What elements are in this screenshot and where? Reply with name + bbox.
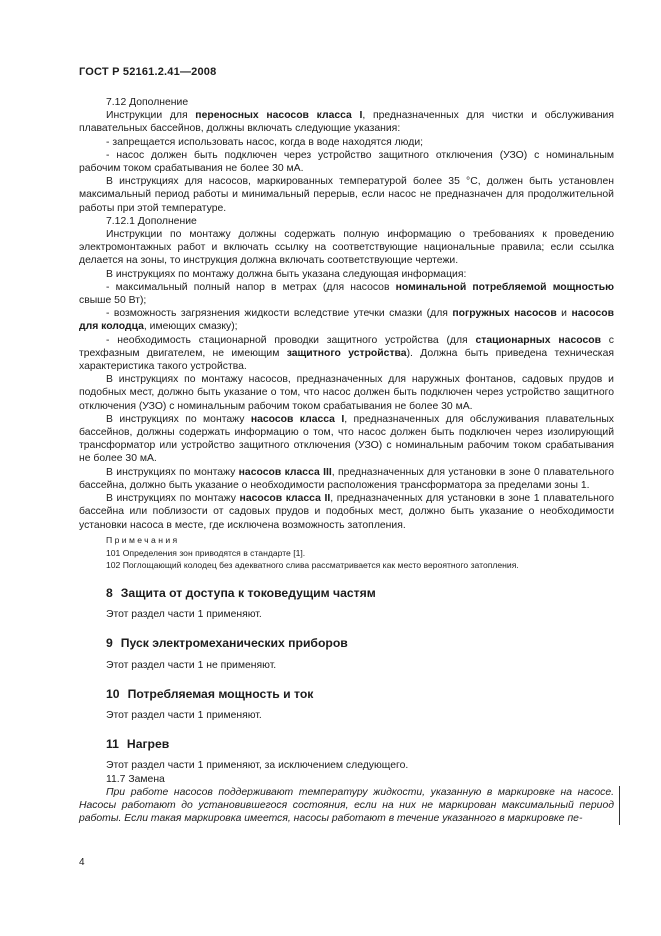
list-item: - насос должен быть подключен через устройство защитного отключения (УЗО) с номинальным рабочим током срабатывания не более 30 мА.: [79, 149, 614, 175]
section-heading: 11 Нагрев: [106, 737, 170, 752]
paragraph: В инструкциях для насосов, маркированных температурой более 35 °С, должен быть установлен максимальный период работы и минимальный перерыв, если насос не предназначен для продолжительной работы при этой температуре.: [79, 176, 614, 214]
section-text: Этот раздел части 1 применяют, за исключением следующего.: [106, 760, 409, 772]
page-number: 4: [79, 857, 85, 868]
list-item: - возможность загрязнения жидкости вследствие утечки смазки (для погружных насосов и насосов для колодца, имеющих смазку);: [79, 308, 614, 333]
list-item: - запрещается использовать насос, когда в воде находятся люди;: [106, 136, 424, 148]
clause-11-7-heading: 11.7 Замена: [106, 773, 165, 785]
paragraph: В инструкциях по монтажу насосов класса I, предназначенных для обслуживания плавательных бассейнов, должны содержать информацию о том, что насос должен быть подключен через изолирующий трансформатор или устройство защитного отключения (УЗО) с номинальным рабочим током срабатывания не более 30 мА.: [79, 413, 614, 465]
section-text: Этот раздел части 1 не применяют.: [106, 659, 277, 671]
notes-label: Примечания: [106, 534, 180, 545]
section-heading: 8 Защита от доступа к токоведущим частям: [106, 585, 376, 600]
paragraph: В инструкциях по монтажу насосов класса II, предназначенных для установки в зоне 1 плавательного бассейна или поблизости от садовых прудов и подобных мест, должно быть указание о необходимости установки насоса в месте, где исключена возможность затопления.: [79, 493, 615, 531]
note-item: 101 Определения зон приводятся в стандарте [1].: [106, 547, 306, 558]
document-header: ГОСТ Р 52161.2.41—2008: [79, 66, 217, 78]
paragraph: В инструкциях по монтажу должна быть указана следующая информация:: [106, 268, 467, 280]
clause-7-12-1-heading: 7.12.1 Дополнение: [106, 215, 197, 227]
section-heading: 9 Пуск электромеханических приборов: [106, 636, 348, 651]
list-item: - необходимость стационарной проводки защитного устройства (для стационарных насосов с трехфазным двигателем, не имеющим защитного устройства). Должна быть приведена техническая характеристика такого устройства.: [79, 334, 614, 373]
paragraph: В инструкциях по монтажу насосов класса III, предназначенных для установки в зоне 0 плавательного бассейна, должно быть указание о необходимости расположения трансформатора за пределами зоны 1.: [79, 466, 614, 491]
list-item: - максимальный полный напор в метрах (для насосов номинальной потребляемой мощностью свыше 50 Вт);: [79, 281, 614, 307]
amended-paragraph: При работе насосов поддерживают температуру жидкости, указанную в маркировке на насосе. Насосы работают до установившегося состояния, если на них не маркирован максимальный период работы. Если такая маркировка имеется, насосы работают в течение указанного в маркировке пе-: [79, 786, 614, 826]
section-text: Этот раздел части 1 применяют.: [106, 709, 262, 721]
change-bar: [619, 786, 620, 826]
section-heading: 10 Потребляемая мощность и ток: [106, 686, 314, 701]
paragraph: Инструкции по монтажу должны содержать полную информацию о требованиях к проведению электромонтажных работ и включать ссылку на соответствующие национальные правила; если ссылка делается на зоны, то инструкция должна включать соответствующие чертежи.: [79, 229, 614, 267]
note-item: 102 Поглощающий колодец без адекватного слива рассматривается как место вероятного затопления.: [106, 559, 519, 570]
page-content: [79, 96, 614, 825]
clause-7-12-heading: 7.12 Дополнение: [106, 97, 189, 108]
paragraph: В инструкциях по монтажу насосов, предназначенных для наружных фонтанов, садовых прудов и подобных мест, должно быть указание о том, что насос должен быть подключен через устройство защитного отключения (УЗО) с номинальным рабочим током срабатывания не более 30 мА.: [79, 374, 614, 412]
paragraph: Инструкции для переносных насосов класса I, предназначенных для чистки и обслуживания плавательных бассейнов, должны включать следующие указания:: [79, 110, 614, 135]
section-text: Этот раздел части 1 применяют.: [106, 609, 262, 621]
